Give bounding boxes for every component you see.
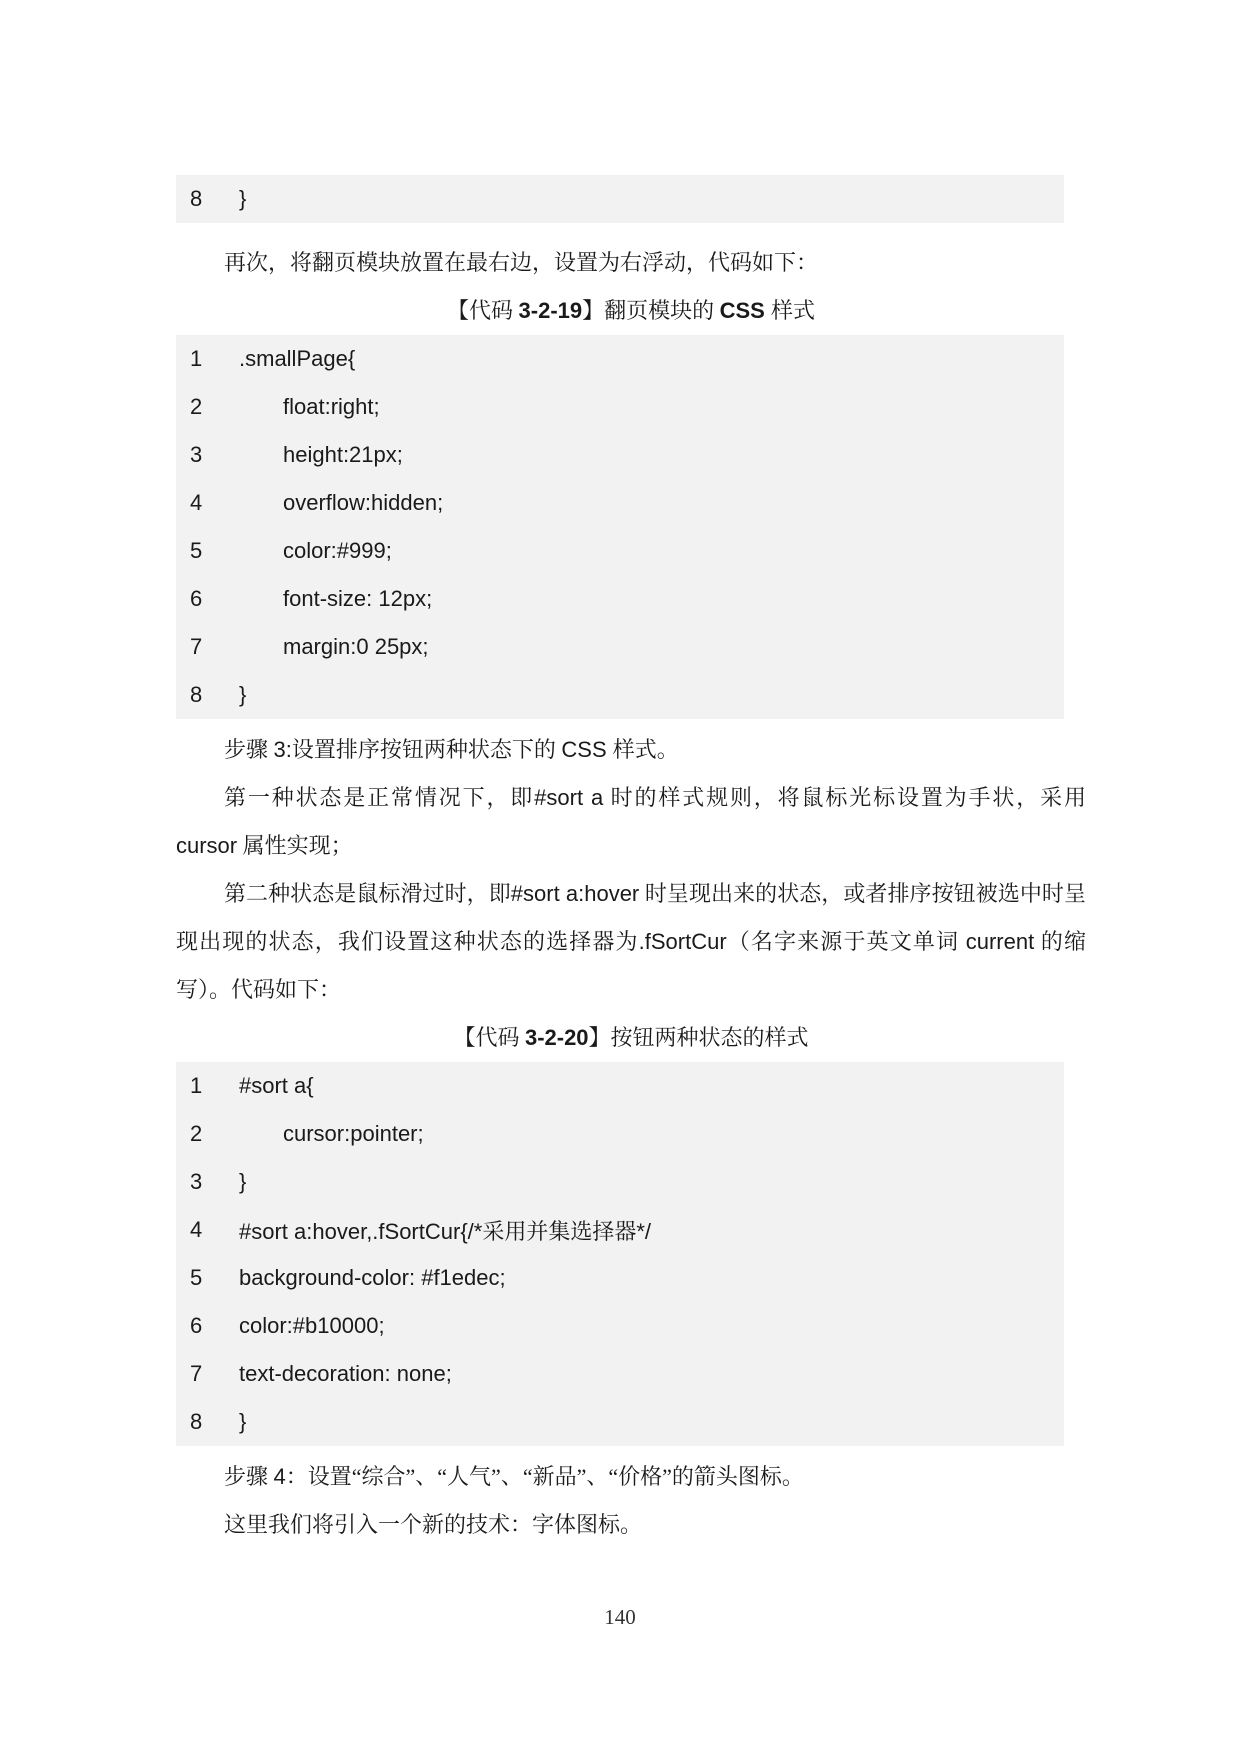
code-line bbox=[176, 1302, 1064, 1350]
code-line bbox=[176, 1110, 1064, 1158]
code-line bbox=[176, 1158, 1064, 1206]
code-line-number: 7 bbox=[190, 634, 203, 659]
text-segment: 步骤 bbox=[224, 1464, 274, 1489]
text-segment: 3: bbox=[273, 737, 292, 762]
text-segment: 样式。 bbox=[612, 737, 679, 762]
code-block-3-2-20 bbox=[176, 1062, 1064, 1446]
code-line bbox=[176, 575, 1064, 623]
code-line bbox=[176, 671, 1064, 719]
text-segment: 第二种状态是鼠标滑过时，即 bbox=[224, 881, 511, 906]
code-block-tail bbox=[176, 175, 1064, 223]
text-segment: 【代码 bbox=[453, 1025, 525, 1050]
code-line-number: 1 bbox=[190, 346, 203, 371]
text-segment: #sort a bbox=[534, 785, 604, 810]
text-segment: 3-2-19 bbox=[518, 298, 583, 323]
code-line-text: .smallPage{ bbox=[239, 346, 356, 371]
code-line-number: 8 bbox=[190, 682, 203, 707]
text-segment: 】按钮两种状态的样式 bbox=[588, 1025, 809, 1050]
code-line-number: 3 bbox=[190, 1169, 203, 1194]
para-state-normal bbox=[176, 774, 1086, 870]
code-line bbox=[176, 335, 1064, 383]
text-segment: .fSortCur bbox=[638, 929, 727, 954]
code-line-number: 3 bbox=[190, 442, 203, 467]
code-line-number: 2 bbox=[190, 394, 203, 419]
text-segment: 时呈现出来的状态，或者排序按钮被选中时呈现出现的状态，我们设置这种状态的选择器为 bbox=[176, 881, 1086, 954]
code-block-3-2-19 bbox=[176, 335, 1064, 719]
text-segment: #sort a:hover bbox=[510, 881, 640, 906]
code-line-text: color:#b10000; bbox=[239, 1313, 385, 1338]
code-caption-3-2-19 bbox=[176, 287, 1086, 335]
code-caption-3-2-20 bbox=[176, 1014, 1086, 1062]
code-line-number: 4 bbox=[190, 1217, 203, 1242]
text-segment: 4 bbox=[273, 1464, 286, 1489]
text-segment: 】翻页模块的 bbox=[582, 298, 720, 323]
text-segment: 的缩写）。代码如下： bbox=[176, 929, 1086, 1002]
para-step3 bbox=[176, 726, 1086, 774]
page-number: 140 bbox=[604, 1605, 636, 1629]
text-segment: 步骤 bbox=[224, 737, 274, 762]
code-line-number: 6 bbox=[190, 586, 203, 611]
text-segment: （名字来源于英文单词 bbox=[726, 929, 966, 954]
code-line-text: cursor:pointer; bbox=[283, 1121, 424, 1146]
code-line-text: text-decoration: none; bbox=[239, 1361, 452, 1386]
code-line-number: 2 bbox=[190, 1121, 203, 1146]
para-font-icon bbox=[176, 1501, 1086, 1549]
text-segment: 再次，将翻页模块放置在最右边，设置为右浮动，代码如下： bbox=[224, 250, 819, 275]
code-line bbox=[176, 383, 1064, 431]
code-line bbox=[176, 527, 1064, 575]
text-segment: 3-2-20 bbox=[524, 1025, 589, 1050]
para-pagination-note bbox=[176, 239, 1086, 287]
text-segment: 属性实现； bbox=[237, 833, 353, 858]
code-line-text: #sort a{ bbox=[239, 1073, 314, 1098]
code-line-number: 5 bbox=[190, 538, 203, 563]
para-state-hover bbox=[176, 870, 1086, 1014]
code-line-number: 7 bbox=[190, 1361, 203, 1386]
text-segment: 样式 bbox=[770, 298, 815, 323]
text-segment: 【代码 bbox=[447, 298, 519, 323]
text-segment: CSS bbox=[561, 737, 613, 762]
code-line-text: font-size: 12px; bbox=[283, 586, 433, 611]
text-segment: current bbox=[965, 929, 1035, 954]
text-segment: 这里我们将引入一个新的技术：字体图标。 bbox=[224, 1512, 643, 1537]
code-line-text: overflow:hidden; bbox=[283, 490, 444, 515]
code-line-text: #sort a:hover,.fSortCur{/*采用并集选择器*/ bbox=[239, 1218, 652, 1244]
code-line-text: margin:0 25px; bbox=[283, 634, 429, 659]
text-segment: cursor bbox=[176, 833, 238, 858]
code-line-text: } bbox=[239, 1169, 247, 1194]
code-line-number: 4 bbox=[190, 490, 203, 515]
code-line-text: float:right; bbox=[283, 394, 380, 419]
code-line-text: } bbox=[239, 1409, 247, 1434]
code-line-text: } bbox=[239, 186, 247, 211]
code-line-text: } bbox=[239, 682, 247, 707]
code-line-text: color:#999; bbox=[283, 538, 392, 563]
code-line bbox=[176, 1062, 1064, 1110]
code-line-number: 1 bbox=[190, 1073, 203, 1098]
text-segment: ：设置“综合”、“人气”、“新品”、“价格”的箭头图标。 bbox=[285, 1464, 804, 1489]
code-line bbox=[176, 431, 1064, 479]
code-line bbox=[176, 479, 1064, 527]
para-step4 bbox=[176, 1453, 1086, 1501]
code-line-number: 5 bbox=[190, 1265, 203, 1290]
text-segment: 第一种状态是正常情况下，即 bbox=[224, 785, 535, 810]
code-line-number: 8 bbox=[190, 1409, 203, 1434]
code-line bbox=[176, 1254, 1064, 1302]
code-line bbox=[176, 175, 1064, 223]
text-segment: CSS bbox=[719, 298, 771, 323]
code-line bbox=[176, 1398, 1064, 1446]
page-content bbox=[176, 0, 1086, 1549]
code-line-number: 8 bbox=[190, 186, 203, 211]
code-line-number: 6 bbox=[190, 1313, 203, 1338]
code-line bbox=[176, 623, 1064, 671]
code-line bbox=[176, 1350, 1064, 1398]
code-line-text: height:21px; bbox=[283, 442, 403, 467]
text-segment: 设置排序按钮两种状态下的 bbox=[291, 737, 562, 762]
text-segment: 时的样式规则，将鼠标光标设置为手状，采用 bbox=[603, 785, 1086, 810]
code-line bbox=[176, 1206, 1064, 1254]
code-line-text: background-color: #f1edec; bbox=[239, 1265, 506, 1290]
